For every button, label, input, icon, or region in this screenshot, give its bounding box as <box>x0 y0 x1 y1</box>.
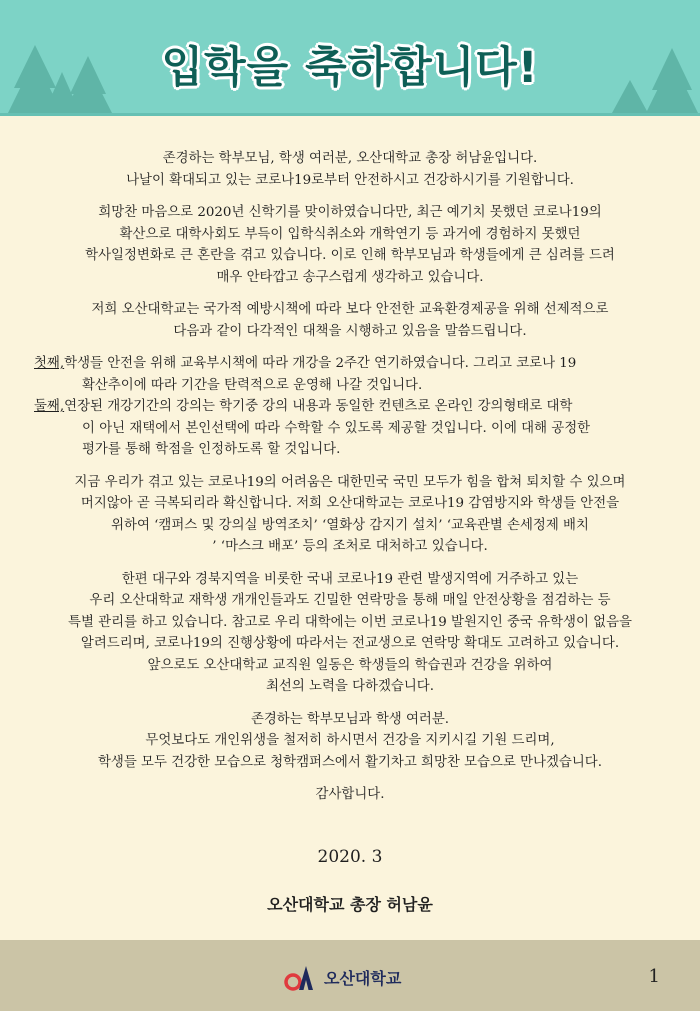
measures-list <box>22 353 678 461</box>
list-item <box>22 353 678 396</box>
paragraph-thanks <box>22 784 678 806</box>
page-title: 입학을 축하합니다! <box>161 43 539 93</box>
text-line: 존경하는 학부모님과 학생 여러분. <box>250 711 450 727</box>
item-text: 학생들 안전을 위해 교육부시책에 따라 개강을 2주간 연기하였습니다. 그리고 코로나 19 <box>64 356 577 371</box>
text-line: 다음과 같이 다각적인 대책을 시행하고 있음을 말씀드립니다. <box>173 323 527 339</box>
letter-date: 2020. 3 <box>317 847 383 867</box>
paragraph-prevention <box>22 472 678 558</box>
text-line: 매우 안타깝고 송구스럽게 생각하고 있습니다. <box>216 269 484 285</box>
text-line: 희망찬 마음으로 2020년 신학기를 맞이하였습니다만, 최근 예기치 못했던 코로나19의 <box>98 205 602 220</box>
text-line: 확산추이에 따라 기간을 탄력적으로 운영해 나갈 것입니다. <box>82 377 423 393</box>
text-line: 특별 관리를 하고 있습니다. 참고로 우리 대학에는 이번 코로나19 발원지인 중국 유학생이 없음을 <box>68 614 632 630</box>
text-line: 한편 대구와 경북지역을 비롯한 국내 코로나19 관련 발생지역에 거주하고 있는 <box>121 571 579 587</box>
paragraph-measures-intro <box>22 299 678 342</box>
list-item <box>22 396 678 461</box>
university-logo-icon <box>284 962 320 992</box>
footer-band <box>0 940 700 1011</box>
text-line: 무엇보다도 개인위생을 철저히 하시면서 건강을 지키시길 기원 드리며, <box>145 733 555 748</box>
item-marker: 둘째, <box>34 399 65 414</box>
text-line: 학사일정변화로 큰 혼란을 겪고 있습니다. 이로 인해 학부모님과 학생들에게 큰 심려를 드려 <box>85 248 615 263</box>
text-line: 평가를 통해 학점을 인정하도록 할 것입니다. <box>82 442 341 457</box>
text-line: ’ ‘마스크 배포’ 등의 조처로 대처하고 있습니다. <box>212 539 488 554</box>
paragraph-situation <box>22 202 678 288</box>
text-line: 최선의 노력을 다하겠습니다. <box>266 679 434 694</box>
item-text: 연장된 개강기간의 강의는 학기중 강의 내용과 동일한 컨텐츠로 온라인 강의형태로 대학 <box>64 399 573 414</box>
text-line: 확산으로 대학사회도 부득이 입학식취소와 개학연기 등 과거에 경험하지 못했던 <box>119 226 581 242</box>
signature: 오산대학교 총장 허남윤 <box>267 895 433 914</box>
logo-text: 오산대학교 <box>324 968 402 988</box>
text-line: 존경하는 학부모님, 학생 여러분, 오산대학교 총장 허남윤입니다. <box>162 151 538 166</box>
text-line: 감사합니다. <box>315 787 385 802</box>
header-banner <box>0 0 700 116</box>
letter-body <box>22 148 678 817</box>
text-line: 저희 오산대학교는 국가적 예방시책에 따라 보다 안전한 교육환경제공을 위해 선제적으로 <box>91 302 609 317</box>
paragraph-greeting <box>22 148 678 191</box>
text-line: 학생들 모두 건강한 모습으로 청학캠퍼스에서 활기차고 희망찬 모습으로 만나겠습니다. <box>98 754 602 770</box>
university-logo <box>284 962 401 992</box>
paragraph-monitoring <box>22 569 678 698</box>
text-line: 앞으로도 오산대학교 교직원 일동은 학생들의 학습권과 건강을 위하여 <box>147 657 553 673</box>
text-line: 우리 오산대학교 재학생 개개인들과도 긴밀한 연락망을 통해 매일 안전상황을 점검하는 등 <box>89 593 611 608</box>
text-line <box>34 396 678 418</box>
page-number: 1 <box>648 966 660 987</box>
text-line: 머지않아 곧 극복되리라 확신합니다. 저희 오산대학교는 코로나19 감염방지와 학생들 안전을 <box>80 496 620 511</box>
text-line: 이 아닌 재택에서 본인선택에 따라 수학할 수 있도록 제공할 것입니다. 이에 대해 공정한 <box>82 420 591 436</box>
text-line: 위하여 ‘캠퍼스 및 강의실 방역조치’ ‘열화상 감지기 설치’ ‘교육관별 손세정제 배치 <box>111 517 589 533</box>
text-line: 지금 우리가 겪고 있는 코로나19의 어려움은 대한민국 국민 모두가 힘을 합쳐 퇴치할 수 있으며 <box>74 474 626 490</box>
item-marker: 첫째, <box>34 356 65 371</box>
text-line <box>34 353 678 375</box>
text-line: 나날이 확대되고 있는 코로나19로부터 안전하시고 건강하시기를 기원합니다. <box>126 172 574 188</box>
text-line: 알려드리며, 코로나19의 진행상황에 따라서는 전교생으로 연락망 확대도 고려하고 있습니다. <box>80 636 620 651</box>
paragraph-closing <box>22 709 678 774</box>
